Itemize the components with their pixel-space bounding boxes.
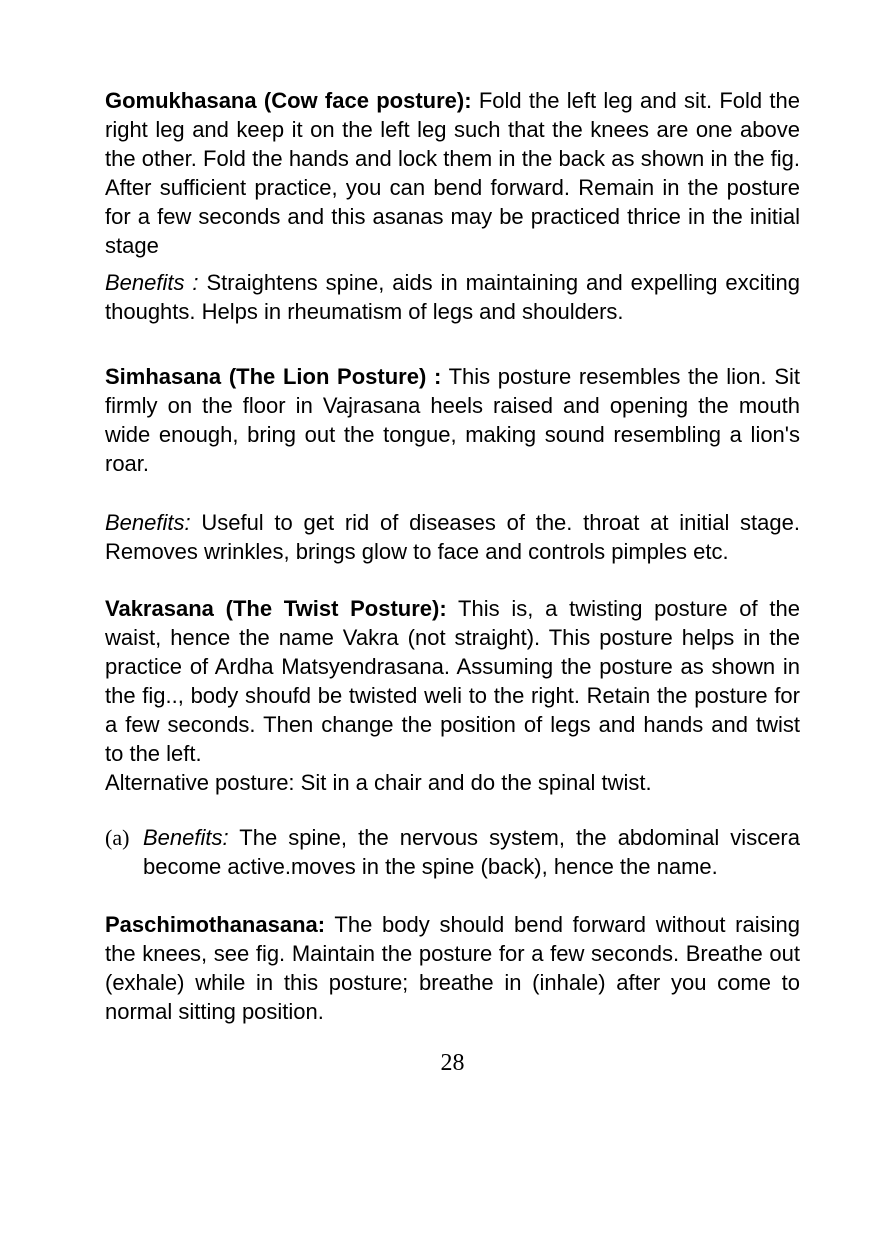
benefits-label: Benefits :: [105, 270, 199, 295]
vakrasana-heading: Vakrasana (The Twist Posture):: [105, 596, 447, 621]
vakrasana-alternative-line: [105, 768, 800, 797]
benefits-label: Benefits:: [143, 825, 229, 850]
paschimothanasana-paragraph: [105, 910, 800, 1026]
paschimothanasana-heading: Paschimothanasana:: [105, 912, 326, 937]
simhasana-paragraph: [105, 362, 800, 478]
simhasana-heading: Simhasana (The Lion Posture) :: [105, 364, 442, 389]
paragraph-text: Alternative posture: Sit in a chair and do the spinal twist.: [105, 770, 652, 795]
gomukhasana-benefits-paragraph: [105, 268, 800, 326]
paragraph-text: Fold the left leg and sit. Fold the right leg and keep it on the left leg such that the knees are one above the other. Fold the hands and lock them in the back as shown in the fig. After sufficient practice, you can bend forward. Remain in the posture for a few seconds and this asanas may be practiced thrice in the initial stage: [105, 88, 800, 258]
list-marker-a: (a): [105, 825, 130, 850]
paragraph-text: This posture resembles the lion. Sit firmly on the floor in Vajrasana heels raised and opening the mouth wide enough, bring out the tongue, making sound resembling a lion's roar.: [105, 364, 800, 476]
gomukhasana-heading: Gomukhasana (Cow face posture):: [105, 88, 472, 113]
paragraph-text: Straightens spine, aids in maintaining and expelling exciting thoughts. Helps in rheumatism of legs and shoulders.: [105, 270, 801, 324]
vakrasana-paragraph: [105, 594, 800, 768]
page-number: 28: [440, 1050, 465, 1076]
vakrasana-benefits-item: [105, 823, 800, 881]
gomukhasana-paragraph: [105, 86, 800, 260]
benefits-label: Benefits:: [105, 510, 191, 535]
paragraph-text: Useful to get rid of diseases of the. throat at initial stage. Removes wrinkles, brings glow to face and controls pimples etc.: [105, 510, 800, 564]
paragraph-text: This is, a twisting posture of the waist, hence the name Vakra (not straight). This posture helps in the practice of Ardha Matsyendrasana. Assuming the posture as shown in the fig.., body shoufd be twisted weli to the right. Retain the posture for a few seconds. Then change the position of legs and hands and twist to the left.: [105, 596, 800, 766]
paragraph-text: The body should bend forward without raising the knees, see fig. Maintain the posture for a few seconds. Breathe out (exhale) while in this posture; breathe in (inhale) after you come to normal sitting position.: [105, 912, 800, 1024]
paragraph-text: The spine, the nervous system, the abdominal viscera become active.moves in the spine (back), hence the name.: [143, 825, 800, 879]
simhasana-benefits-paragraph: [105, 508, 800, 566]
